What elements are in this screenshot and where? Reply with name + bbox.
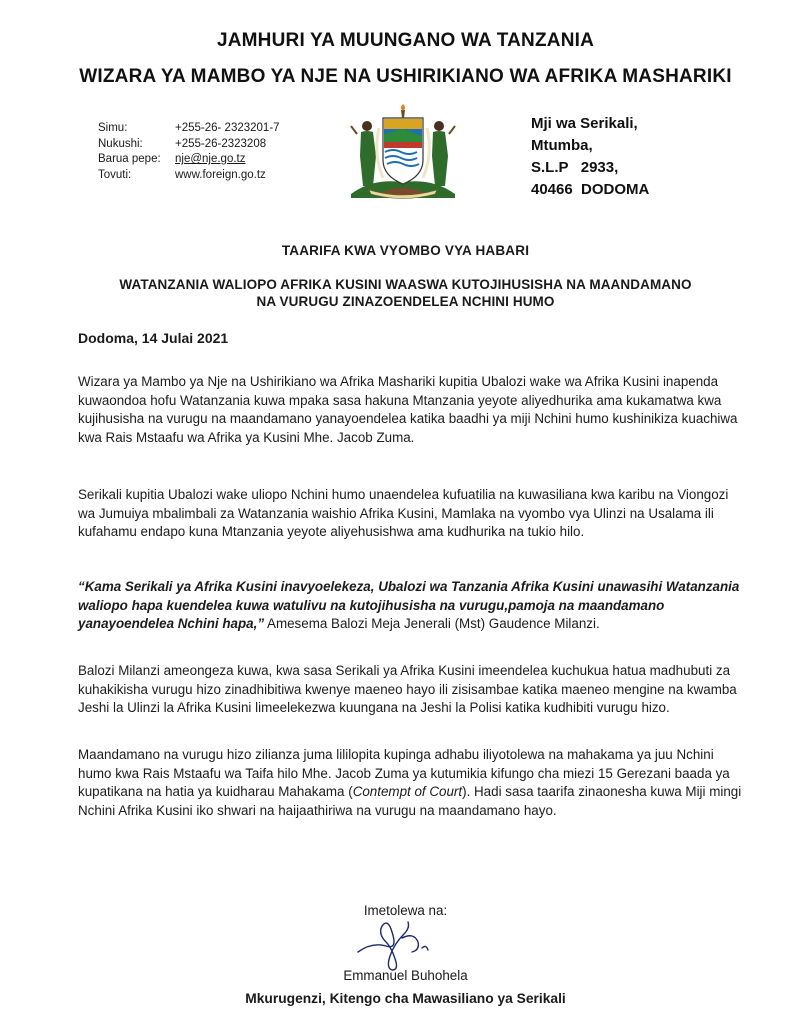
- fax-label: Nukushi:: [98, 137, 143, 150]
- contempt-of-court-term: Contempt of Court: [352, 784, 463, 800]
- address-line: 40466 DODOMA: [531, 181, 650, 198]
- website-value: www.foreign.go.tz: [175, 168, 266, 181]
- coat-of-arms-icon: [343, 104, 463, 202]
- address-line: Mji wa Serikali,: [531, 115, 638, 132]
- address-line: S.L.P 2933,: [531, 159, 619, 176]
- phone-value: +255-26- 2323201-7: [175, 122, 280, 134]
- address-line: Mtumba,: [531, 137, 593, 154]
- contact-fax: [98, 137, 280, 153]
- headline-line: NA VURUGU ZINAZOENDELEA NCHINI HUMO: [256, 294, 555, 309]
- quote-attribution: Amesema Balozi Meja Jenerali (Mst) Gaudence Milanzi.: [264, 616, 600, 632]
- letterhead-ministry: WIZARA YA MAMBO YA NJE NA USHIRIKIANO WA AFRIKA MASHARIKI: [79, 66, 732, 87]
- letterhead-republic: JAMHURI YA MUUNGANO WA TANZANIA: [216, 30, 595, 51]
- contact-block: [98, 121, 280, 183]
- paragraph-2: Serikali kupitia Ubalozi wake uliopo Nchini humo unaendelea kufuatilia na kuwasiliana kwa karibu na Viongozi wa Jumuiya mbalimbali za Watanzania waishio Afrika Kusini, Mamlaka na vyombo vya Ulinzi na Usalama ili kufahamu endapo kuna Mtanzania yeyote aliyehusishwa ama kudhurika na tukio hilo.: [78, 487, 729, 540]
- contact-website: [98, 168, 280, 184]
- contact-email: [98, 152, 280, 168]
- website-label: Tovuti:: [98, 168, 132, 181]
- issued-by-label: Imetolewa na:: [363, 903, 448, 918]
- contact-phone: [98, 121, 280, 137]
- signer-name: Emmanuel Buhohela: [343, 968, 468, 983]
- ambassador-quote: “Kama Serikali ya Afrika Kusini inavyoelekeza, Ubalozi wa Tanzania Afrika Kusini unawasihi Watanzania waliopo hapa kuendelea kuwa watulivu na kutojihusisha na vurugu,pamoja na maandamano yanayoendelea Nchini hapa,”: [78, 579, 740, 632]
- press-headline: [60, 276, 751, 310]
- paragraph-1: Wizara ya Mambo ya Nje na Ushirikiano wa Afrika Mashariki kupitia Ubalozi wake wa Afrika Kusini inapenda kuwaondoa hofu Watanzania kuwa mpaka sasa hakuna Mtanzania yeyote aliyedhurika ama kukamatwa kwa kujihusisha na vurugu na maandamano yanayoendelea katika baadhi ya miji Nchini humo kushinikiza kuachiwa kwa Rais Mstaafu wa Afrika ya Kusini Mhe. Jacob Zuma.: [78, 374, 738, 445]
- phone-label: Simu:: [98, 122, 128, 134]
- email-label: Barua pepe:: [98, 153, 161, 166]
- email-link[interactable]: nje@nje.go.tz: [175, 153, 246, 166]
- headline-line: WATANZANIA WALIOPO AFRIKA KUSINI WAASWA KUTOJIHUSISHA NA MAANDAMANO: [119, 277, 692, 292]
- press-release-label: TAARIFA KWA VYOMBO VYA HABARI: [281, 243, 530, 258]
- fax-value: +255-26-2323208: [175, 137, 267, 150]
- paragraph-5-text: Maandamano na vurugu hizo zilianza juma lililopita kupinga adhabu iliyotolewa na mahakama ya juu Nchini humo kwa Rais Mstaafu wa Taifa hilo Mhe. Jacob Zuma ya kutumikia kifungo cha miezi 15 Gerezani baada ya kupatikana na hatia ya kuidharau Mahakama (: [78, 747, 730, 800]
- paragraph-5-text: ). Hadi sasa taarifa zinaonesha kuwa Miji mingi Nchini Afrika Kusini iko shwari na haijaathiriwa na vurugu na maandamano hayo.: [78, 784, 742, 818]
- paragraph-4: Balozi Milanzi ameongeza kuwa, kwa sasa Serikali ya Afrika Kusini imeendelea kuchukua hatua madhubuti za kuhakikisha vurugu hizo zinadhibitiwa kwenye maeneo hayo ili zisisambae katika maeneo mengine na kwamba Jeshi la Ulinzi la Afrika Kusini limeelekezwa kuungana na Jeshi la Polisi katika kudhibiti vurugu hizo.: [78, 663, 737, 716]
- paragraph-5: [78, 746, 743, 820]
- signature-icon: [352, 912, 442, 974]
- signer-title: Mkurugenzi, Kitengo cha Mawasiliano ya Serikali: [245, 991, 566, 1006]
- paragraph-3: [78, 578, 743, 634]
- dateline: Dodoma, 14 Julai 2021: [78, 330, 229, 346]
- postal-address: [531, 113, 649, 201]
